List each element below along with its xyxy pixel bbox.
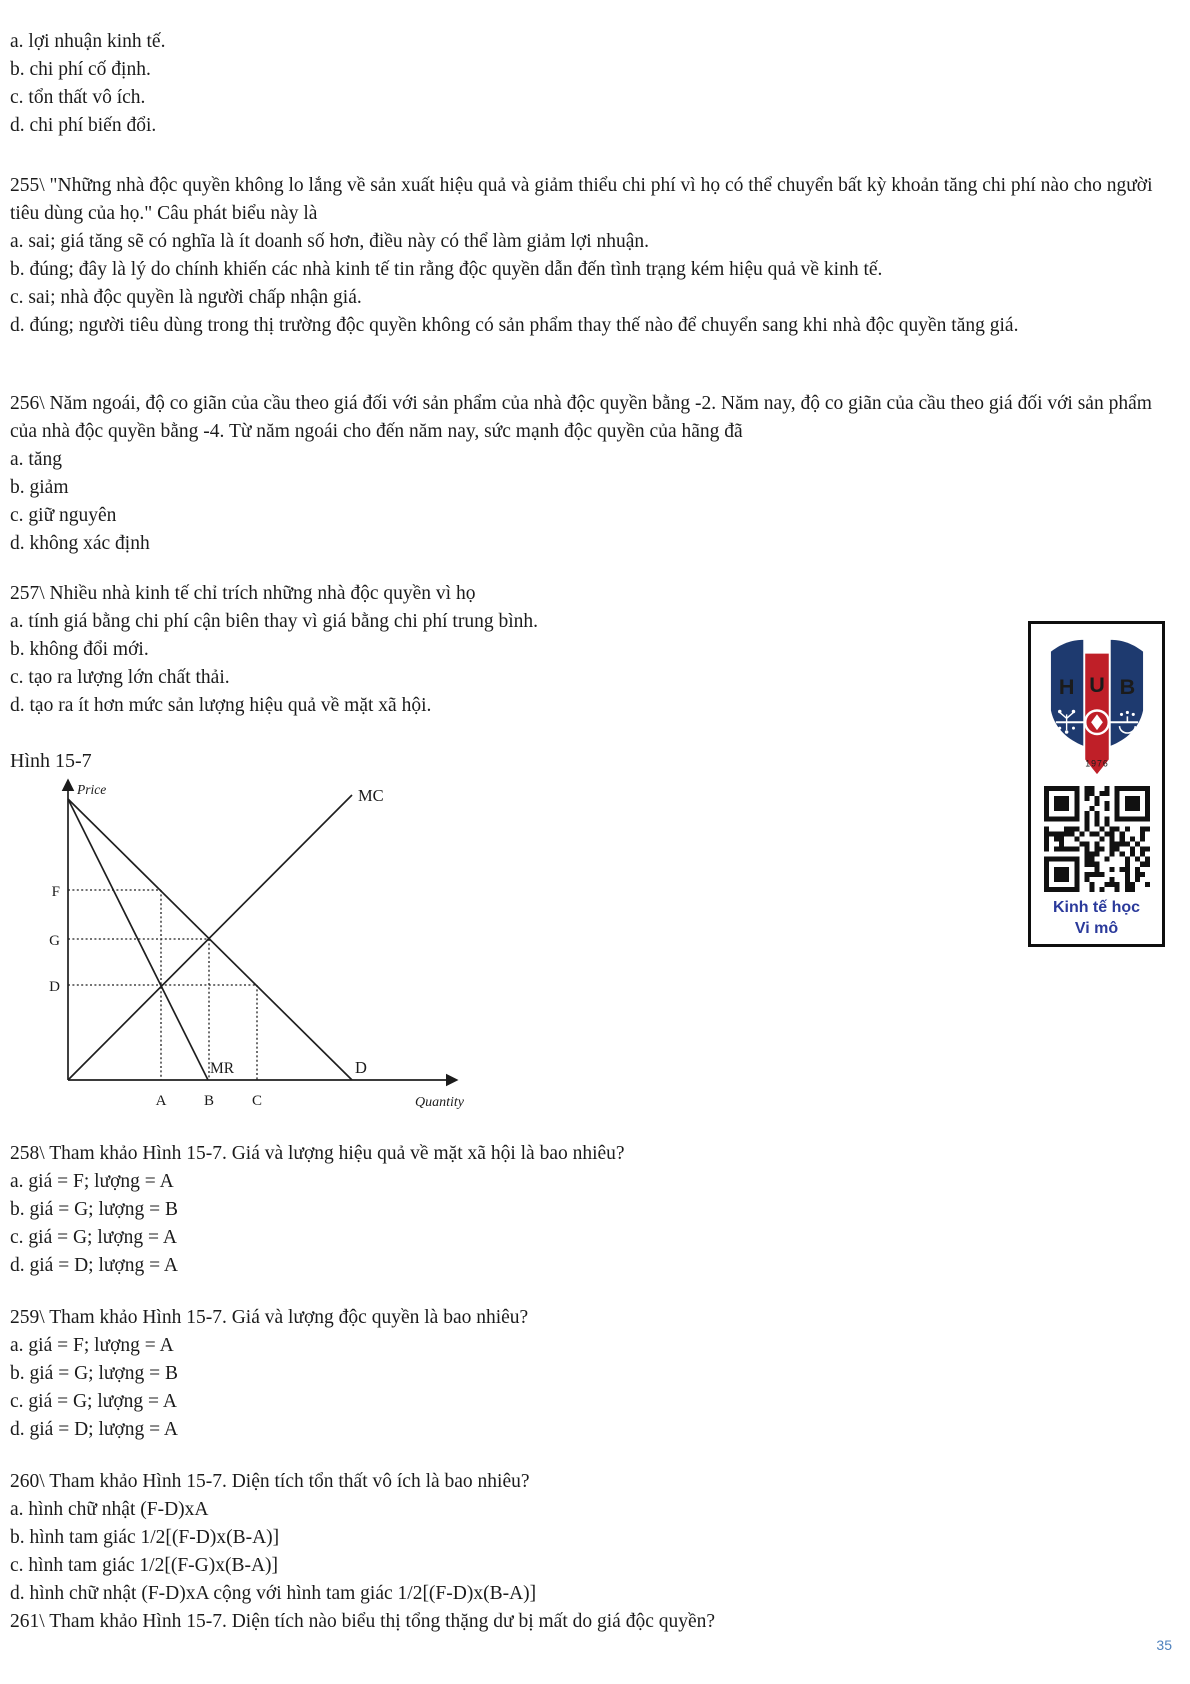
option-line: b. không đổi mới. bbox=[10, 639, 149, 660]
figure-diagram bbox=[40, 770, 480, 1115]
x-tick-a: A bbox=[155, 1093, 167, 1109]
option-line: a. sai; giá tăng sẽ có nghĩa là ít doanh số hơn, điều này có thể làm giảm lợi nhuận. bbox=[10, 231, 650, 252]
logo-year: 1976 bbox=[1084, 758, 1109, 769]
hub-logo bbox=[1048, 636, 1146, 783]
card-caption bbox=[1031, 897, 1162, 939]
option-line: a. lợi nhuận kinh tế. bbox=[10, 31, 166, 52]
x-tick-c: C bbox=[251, 1093, 263, 1109]
x-tick-b: B bbox=[203, 1093, 215, 1109]
option-line: c. tổn thất vô ích. bbox=[10, 87, 146, 108]
question-261 bbox=[10, 1608, 1178, 1636]
caption-line-1: Kinh tế học bbox=[1052, 899, 1141, 916]
option-line: d. chi phí biến đổi. bbox=[10, 115, 157, 136]
question-stem: 259\ Tham khảo Hình 15-7. Giá và lượng độc quyền là bao nhiêu? bbox=[10, 1307, 529, 1328]
option-line: c. giá = G; lượng = A bbox=[10, 1227, 177, 1248]
option-line: a. hình chữ nhật (F-D)xA bbox=[10, 1499, 209, 1520]
option-line: b. giá = G; lượng = B bbox=[10, 1363, 178, 1384]
option-line: c. giữ nguyên bbox=[10, 505, 117, 526]
option-line: b. chi phí cố định. bbox=[10, 59, 151, 80]
option-line: b. đúng; đây là lý do chính khiến các nhà kinh tế tin rằng độc quyền dẫn đến tình trạng kém hiệu quả về kinh tế. bbox=[10, 259, 883, 280]
question-stem: 255\ "Những nhà độc quyền không lo lắng về sản xuất hiệu quả và giảm thiểu chi phí vì họ có thể chuyển bất kỳ khoản tăng chi phí nào cho người tiêu dùng của họ." Câu phát biểu này là bbox=[10, 175, 1153, 224]
question-stem: 256\ Năm ngoái, độ co giãn của cầu theo giá đối với sản phẩm của nhà độc quyền bằng -2. Năm nay, độ co giãn của cầu theo giá đối với sản phẩm của nhà độc quyền bằng -4. Từ năm ngoái cho đến năm nay, sức mạnh độc quyền của hãng đã bbox=[10, 393, 1152, 442]
carryover-options bbox=[10, 28, 1178, 140]
question-257 bbox=[10, 580, 950, 720]
option-line: d. đúng; người tiêu dùng trong thị trường độc quyền không có sản phẩm thay thế nào để chuyển sang khi nhà độc quyền tăng giá. bbox=[10, 315, 1019, 336]
option-line: d. giá = D; lượng = A bbox=[10, 1419, 178, 1440]
question-stem: 260\ Tham khảo Hình 15-7. Diện tích tổn thất vô ích là bao nhiêu? bbox=[10, 1471, 530, 1492]
option-line: a. tính giá bằng chi phí cận biên thay vì giá bằng chi phí trung bình. bbox=[10, 611, 539, 632]
option-line: c. tạo ra lượng lớn chất thải. bbox=[10, 667, 230, 688]
option-line: d. hình chữ nhật (F-D)xA cộng với hình tam giác 1/2[(F-D)x(B-A)] bbox=[10, 1583, 537, 1604]
page-number: 35 bbox=[1156, 1637, 1172, 1653]
curve-label-mr: MR bbox=[210, 1060, 235, 1077]
option-line: c. giá = G; lượng = A bbox=[10, 1391, 177, 1412]
logo-letter-b: B bbox=[1119, 673, 1135, 699]
figure-lines bbox=[68, 781, 456, 1080]
question-256 bbox=[10, 390, 1178, 558]
option-line: c. hình tam giác 1/2[(F-G)x(B-A)] bbox=[10, 1555, 279, 1576]
option-line: d. tạo ra ít hơn mức sản lượng hiệu quả về mặt xã hội. bbox=[10, 695, 432, 716]
question-258 bbox=[10, 1140, 1178, 1280]
question-stem: 258\ Tham khảo Hình 15-7. Giá và lượng hiệu quả về mặt xã hội là bao nhiêu? bbox=[10, 1143, 625, 1164]
option-line: a. giá = F; lượng = A bbox=[10, 1335, 174, 1356]
curve-label-d: D bbox=[355, 1058, 367, 1077]
logo-letter-u: U bbox=[1088, 671, 1105, 697]
figure-title: Hình 15-7 bbox=[10, 750, 92, 772]
question-255 bbox=[10, 172, 1178, 340]
y-tick-g: G bbox=[49, 933, 60, 949]
question-stem: 261\ Tham khảo Hình 15-7. Diện tích nào biểu thị tổng thặng dư bị mất do giá độc quyền? bbox=[10, 1611, 716, 1632]
y-tick-d: D bbox=[49, 979, 60, 995]
y-tick-f: F bbox=[51, 884, 60, 900]
curve-label-mc: MC bbox=[358, 786, 384, 805]
option-line: c. sai; nhà độc quyền là người chấp nhận giá. bbox=[10, 287, 362, 308]
qr-code bbox=[1044, 786, 1150, 892]
caption-line-2: Vi mô bbox=[1074, 920, 1119, 937]
option-line: b. giá = G; lượng = B bbox=[10, 1199, 178, 1220]
option-line: b. giảm bbox=[10, 477, 69, 498]
option-line: d. giá = D; lượng = A bbox=[10, 1255, 178, 1276]
question-259 bbox=[10, 1304, 1178, 1444]
question-stem: 257\ Nhiều nhà kinh tế chỉ trích những nhà độc quyền vì họ bbox=[10, 583, 476, 604]
option-line: a. giá = F; lượng = A bbox=[10, 1171, 174, 1192]
option-line: a. tăng bbox=[10, 449, 62, 470]
option-line: b. hình tam giác 1/2[(F-D)x(B-A)] bbox=[10, 1527, 280, 1548]
option-line: d. không xác định bbox=[10, 533, 150, 554]
question-260 bbox=[10, 1468, 1178, 1608]
x-axis-label: Quantity bbox=[415, 1095, 464, 1110]
logo-letter-h: H bbox=[1058, 673, 1074, 699]
branding-card bbox=[1028, 621, 1165, 947]
y-axis-label: Price bbox=[77, 782, 107, 797]
